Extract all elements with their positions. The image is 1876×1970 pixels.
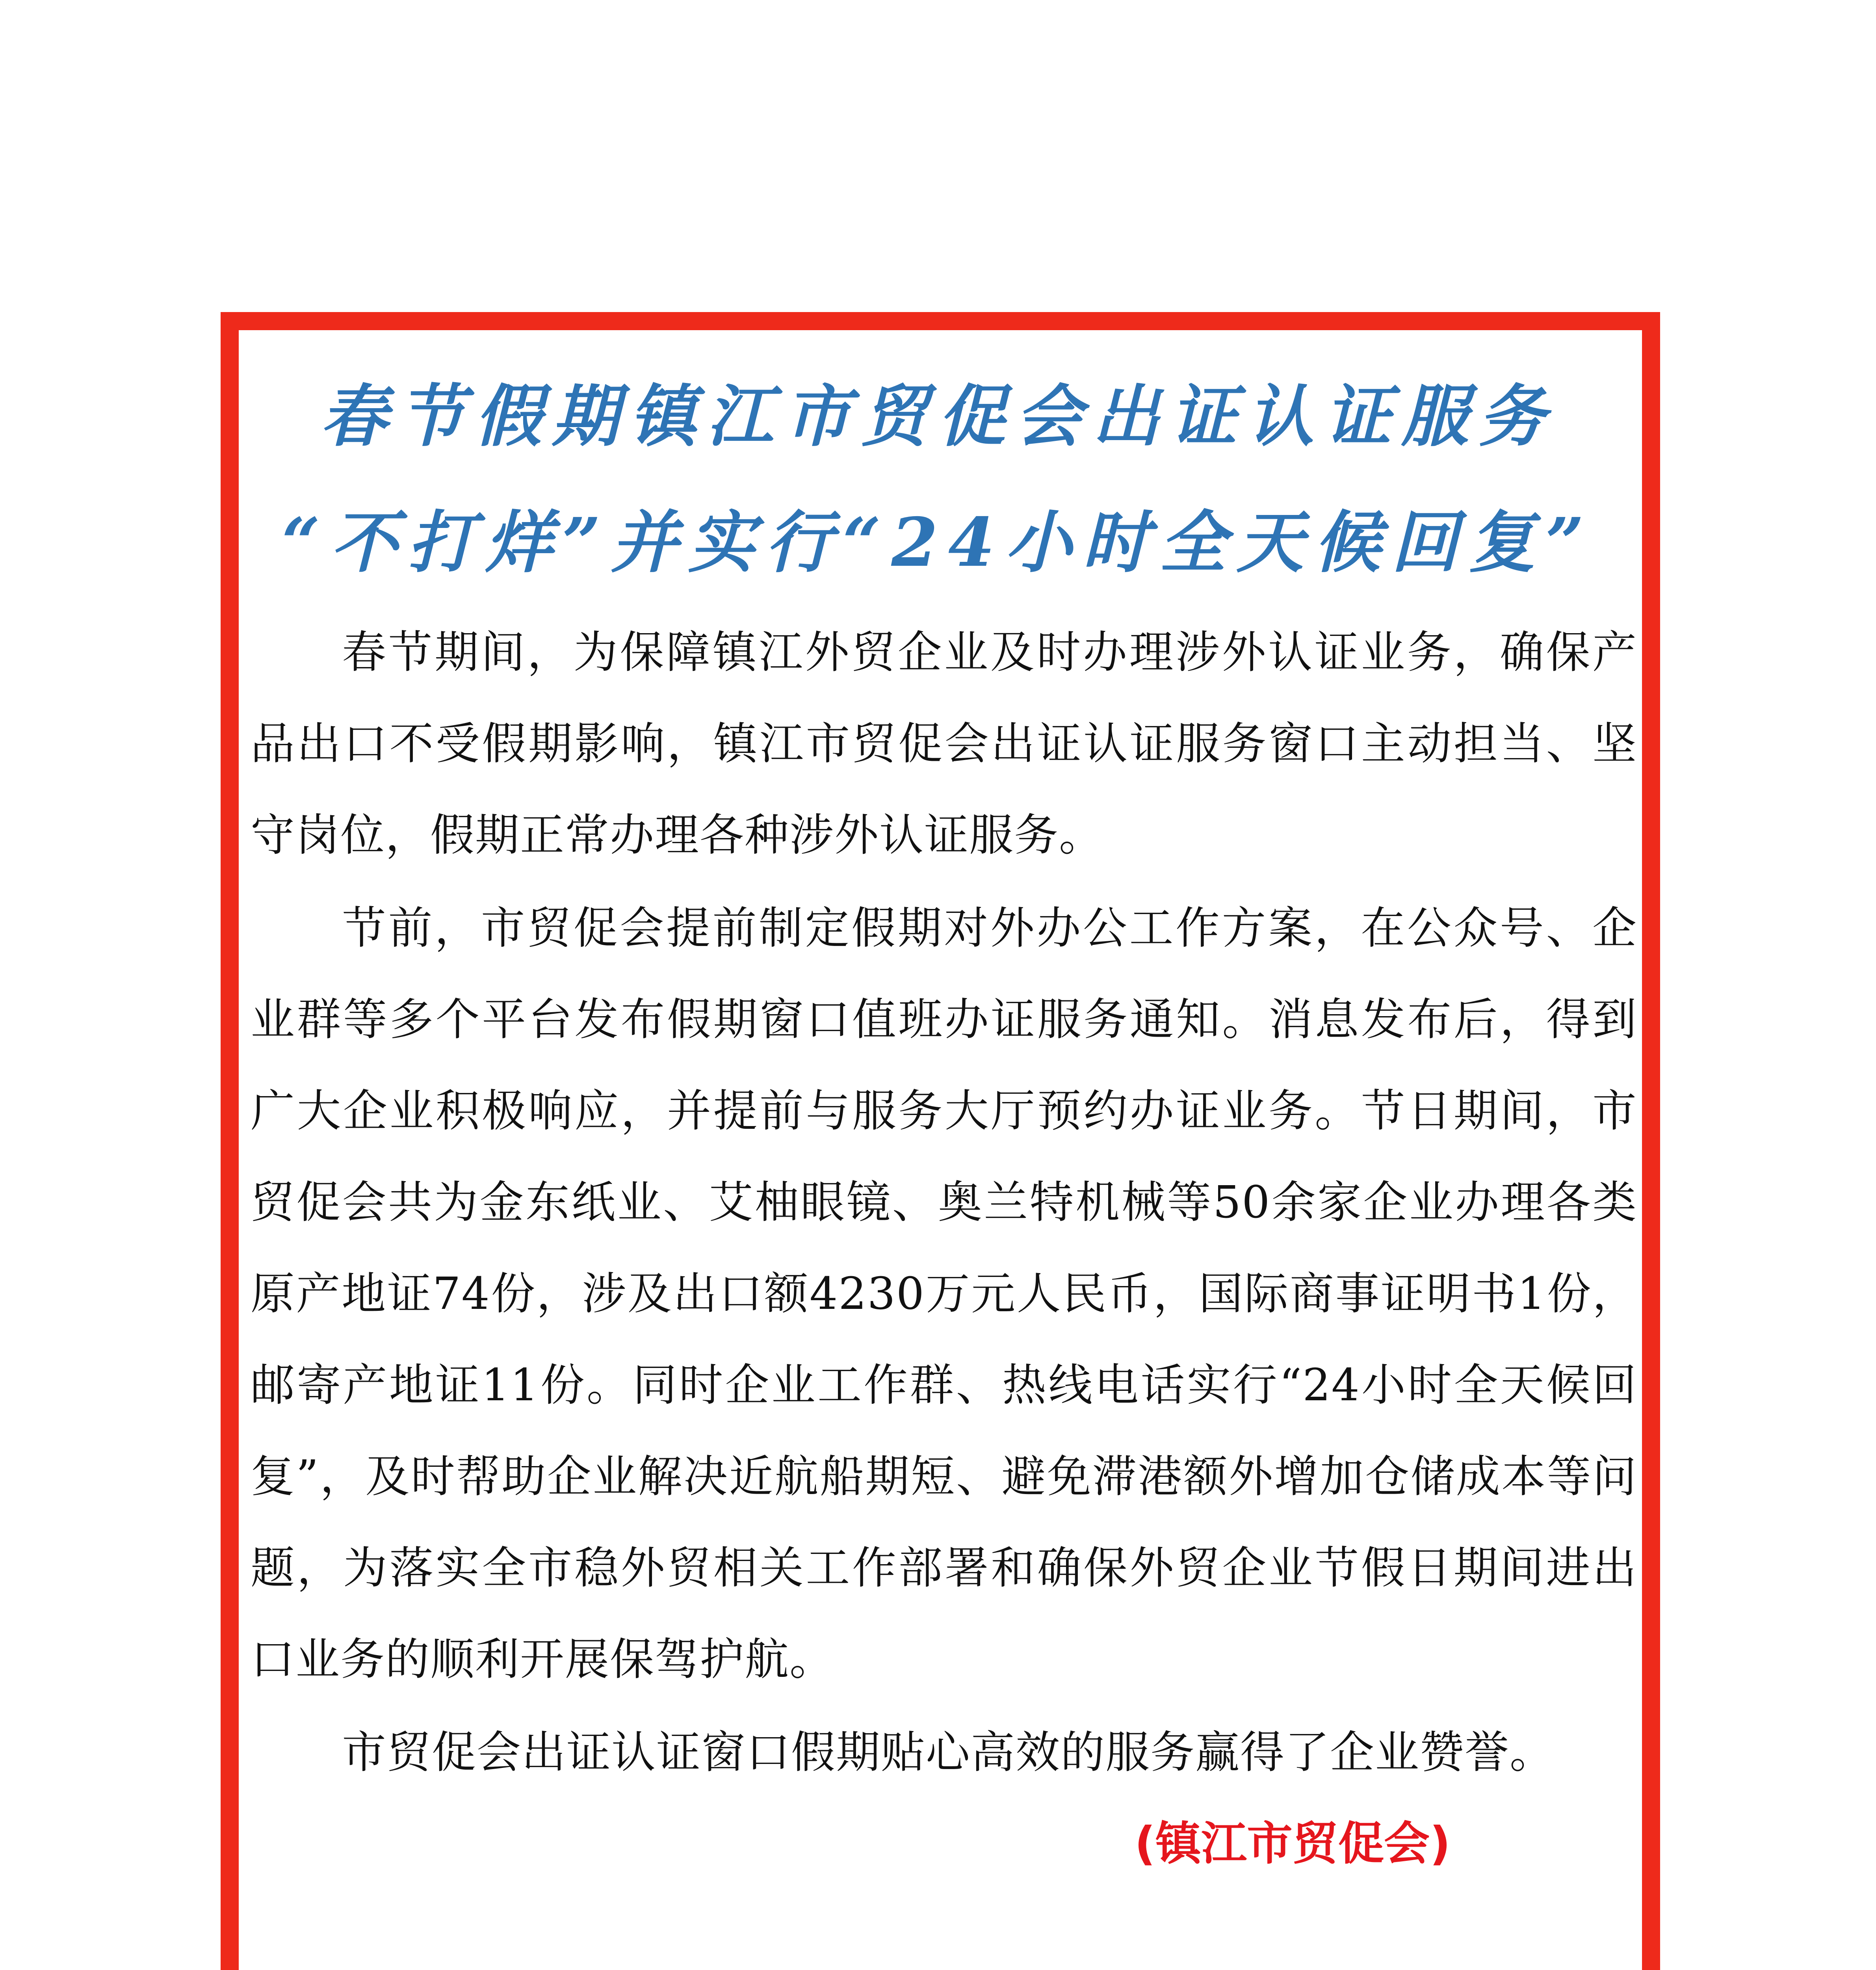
article-title-line-2: “不打烊”并实行“24小时全天候回复”: [282, 503, 1594, 582]
paragraph-1: 春节期间，为保障镇江外贸企业及时办理涉外认证业务，确保产品出口不受假期影响，镇江市贸促会出证认证服务窗口主动担当、坚守岗位，假期正常办理各种涉外认证服务。: [251, 627, 1637, 861]
article-body: [251, 607, 1637, 1800]
paragraph-2: 节前，市贸促会提前制定假期对外办公工作方案，在公众号、企业群等多个平台发布假期窗口值班办证服务通知。消息发布后，得到广大企业积极响应，并提前与服务大厅预约办证业务。节日期间，市贸促会共为金东纸业、艾柚眼镜、奥兰特机械等50余家企业办理各类原产地证74份，涉及出口额4230万元人民币，国际商事证明书1份，邮寄产地证11份。同时企业工作群、热线电话实行“24小时全天候回复”，及时帮助企业解决近航船期短、避免滞港额外增加仓储成本等问题，为落实全市稳外贸相关工作部署和确保外贸企业节假日期间进出口业务的顺利开展保驾护航。: [251, 903, 1637, 1685]
paragraph-3: 市贸促会出证认证窗口假期贴心高效的服务赢得了企业赞誉。: [342, 1727, 1555, 1778]
article-title-line-1: 春节假期镇江市贸促会出证认证服务: [320, 377, 1556, 456]
article-author: (镇江市贸促会): [1135, 1817, 1451, 1870]
